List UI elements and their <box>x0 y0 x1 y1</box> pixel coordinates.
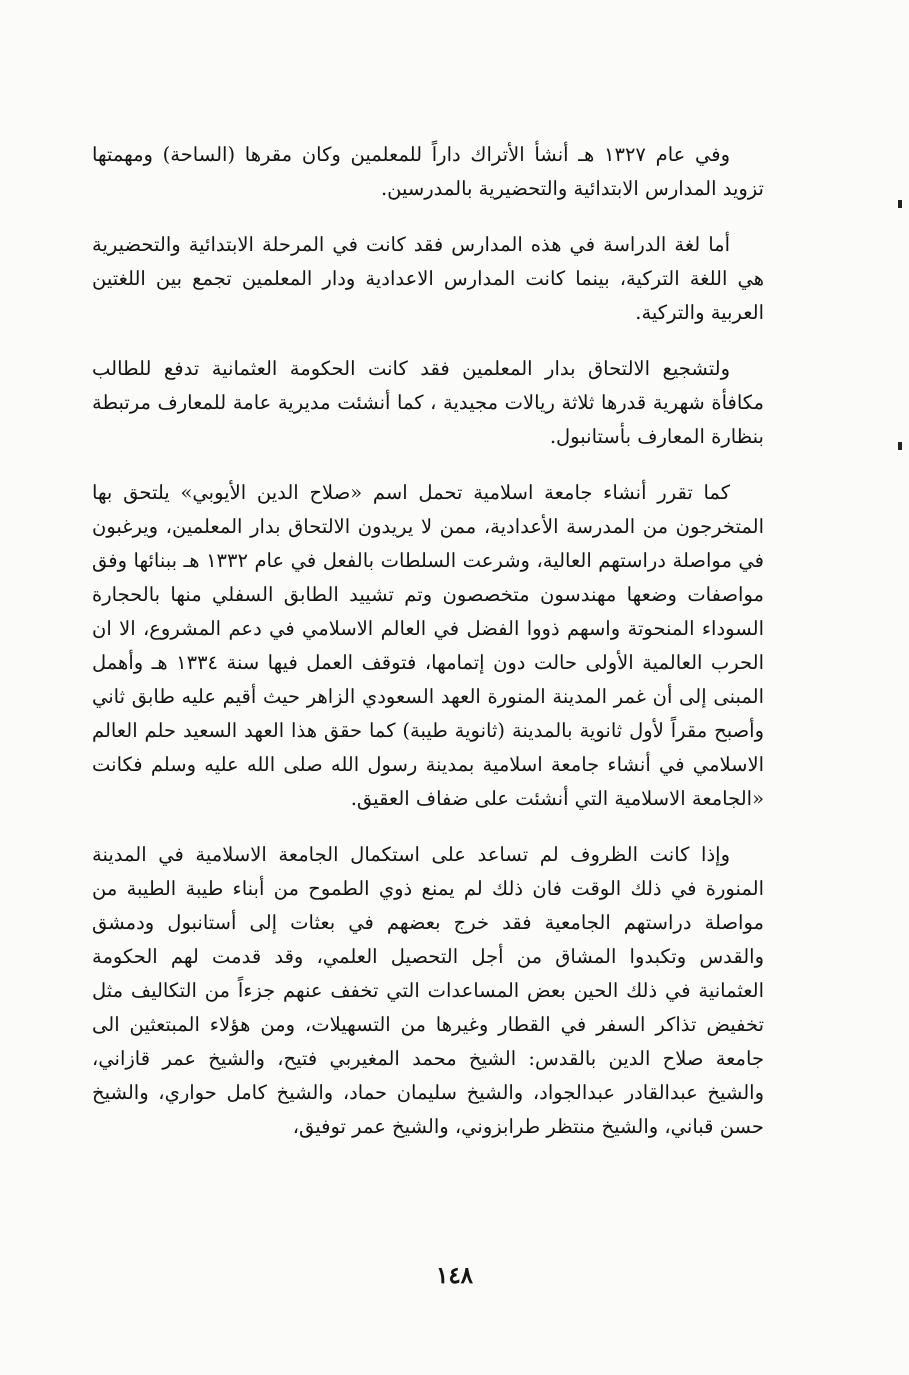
paragraph-2: أما لغة الدراسة في هذه المدارس فقد كانت في المرحلة الابتدائية والتحضيرية هي اللغة التركية، بينما كانت المدارس الاعدادية ودار المعلمين تجمع بين اللغتين العربية والتركية. <box>92 233 764 324</box>
scan-margin-mark <box>898 442 902 450</box>
paragraph-1: وفي عام ١٣٢٧ هـ أنشأ الأتراك داراً للمعلمين وكان مقرها (الساحة) ومهمتها تزويد المدارس الابتدائية والتحضيرية بالمدرسين. <box>92 143 764 200</box>
page-number: ١٤٨ <box>435 1262 474 1289</box>
paragraph-5: وإذا كانت الظروف لم تساعد على استكمال الجامعة الاسلامية في المدينة المنورة في ذلك الوقت فان ذلك لم يمنع ذوي الطموح من أبناء طيبة الطيبة من مواصلة دراستهم الجامعية فقد خرج بعضهم في بعثات إلى أستانبول ودمشق والقدس وتكبدوا المشاق من أجل التحصيل العلمي، وقد قدمت لهم الحكومة العثمانية في ذلك الحين بعض المساعدات التي تخفف عنهم جزءاً من التكاليف مثل تخفيض تذاكر السفر في القطار وغيرها من التسهيلات، ومن هؤلاء المبتعثين الى جامعة صلاح الدين بالقدس: الشيخ محمد المغيربي فتيح، والشيخ عمر قازاني، والشيخ عبدالقادر عبدالجواد، والشيخ سليمان حماد، والشيخ كامل حواري، والشيخ حسن قباني، والشيخ منتظر طرابزوني، والشيخ عمر توفيق، <box>92 843 764 1138</box>
paragraph-4: كما تقرر أنشاء جامعة اسلامية تحمل اسم «صلاح الدين الأيوبي» يلتحق بها المتخرجون من المدرسة الأعدادية، ممن لا يريدون الالتحاق بدار المعلمين، ويرغبون في مواصلة دراستهم العالية، وشرعت السلطات بالفعل في عام ١٣٣٢ هـ ببنائها وفق مواصفات وضعها مهندسون متخصصون وتم تشييد الطابق السفلي منها بالحجارة السوداء المنحوتة واسهم ذووا الفضل في العالم الاسلامي في دعم المشروع، الا ان الحرب العالمية الأولى حالت دون إتمامها، فتوقف العمل فيها سنة ١٣٣٤ هـ وأهمل المبنى إلى أن غمر المدينة المنورة العهد السعودي الزاهر حيث أقيم عليه طابق ثاني وأصبح مقراً لأول ثانوية بالمدينة (ثانوية طيبة) كما حقق هذا العهد السعيد حلم العالم الاسلامي في أنشاء جامعة اسلامية بمدينة رسول الله صلى الله عليه وسلم فكانت «الجامعة الاسلامية التي أنشئت على ضفاف العقيق. <box>92 481 764 810</box>
paragraph-3: ولتشجيع الالتحاق بدار المعلمين فقد كانت الحكومة العثمانية تدفع للطالب مكافأة شهرية قدرها ثلاثة ريالات مجيدية ، كما أنشئت مديرية عامة للمعارف مرتبطة بنظارة المعارف بأستانبول. <box>92 357 764 448</box>
scan-margin-mark <box>898 200 902 208</box>
page-body <box>92 138 764 1166</box>
